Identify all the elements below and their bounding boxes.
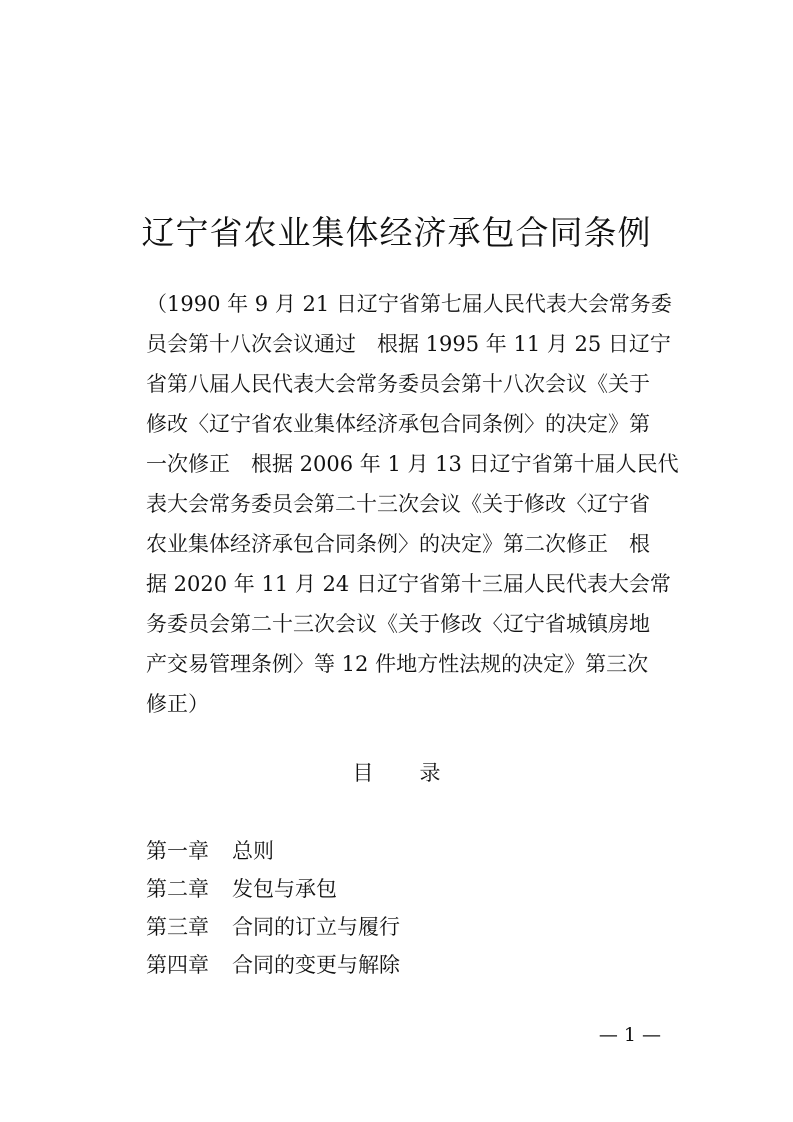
preamble-line: 修正） xyxy=(146,692,209,716)
toc-chapter-name: 总则 xyxy=(232,839,274,863)
preamble-line: 产交易管理条例〉等 12 件地方性法规的决定》第三次 xyxy=(146,652,649,676)
toc-chapter-name: 发包与承包 xyxy=(232,877,337,901)
document-title: 辽宁省农业集体经济承包合同条例 xyxy=(141,213,652,252)
preamble-line: （1990 年 9 月 21 日辽宁省第七届人民代表大会常务委 xyxy=(146,292,672,316)
preamble-line: 据 2020 年 11 月 24 日辽宁省第十三届人民代表大会常 xyxy=(146,572,671,596)
preamble-line: 务委员会第二十三次会议《关于修改〈辽宁省城镇房地 xyxy=(146,612,650,636)
toc-chapter-number: 第三章 xyxy=(146,915,209,939)
toc-chapter-number: 第一章 xyxy=(146,839,209,863)
table-of-contents xyxy=(146,832,646,984)
page-number: — 1 — xyxy=(598,1024,661,1046)
toc-item[interactable] xyxy=(146,870,646,908)
toc-heading xyxy=(0,756,793,790)
toc-heading-right: 录 xyxy=(419,761,441,785)
preamble-line: 省第八届人民代表大会常务委员会第十八次会议《关于 xyxy=(146,372,650,396)
toc-item[interactable] xyxy=(146,946,646,984)
preamble-line: 表大会常务委员会第二十三次会议《关于修改〈辽宁省 xyxy=(146,492,650,516)
toc-heading-left: 目 xyxy=(352,761,374,785)
toc-item[interactable] xyxy=(146,908,646,946)
preamble xyxy=(146,284,679,724)
toc-chapter-name: 合同的变更与解除 xyxy=(232,953,400,977)
preamble-line: 修改〈辽宁省农业集体经济承包合同条例〉的决定》第 xyxy=(146,412,650,436)
preamble-line: 一次修正 根据 2006 年 1 月 13 日辽宁省第十届人民代 xyxy=(146,452,679,476)
preamble-line: 员会第十八次会议通过 根据 1995 年 11 月 25 日辽宁 xyxy=(146,332,671,356)
preamble-line: 农业集体经济承包合同条例〉的决定》第二次修正 根 xyxy=(146,532,650,556)
toc-chapter-number: 第四章 xyxy=(146,953,209,977)
toc-chapter-number: 第二章 xyxy=(146,877,209,901)
toc-chapter-name: 合同的订立与履行 xyxy=(232,915,400,939)
toc-item[interactable] xyxy=(146,832,646,870)
